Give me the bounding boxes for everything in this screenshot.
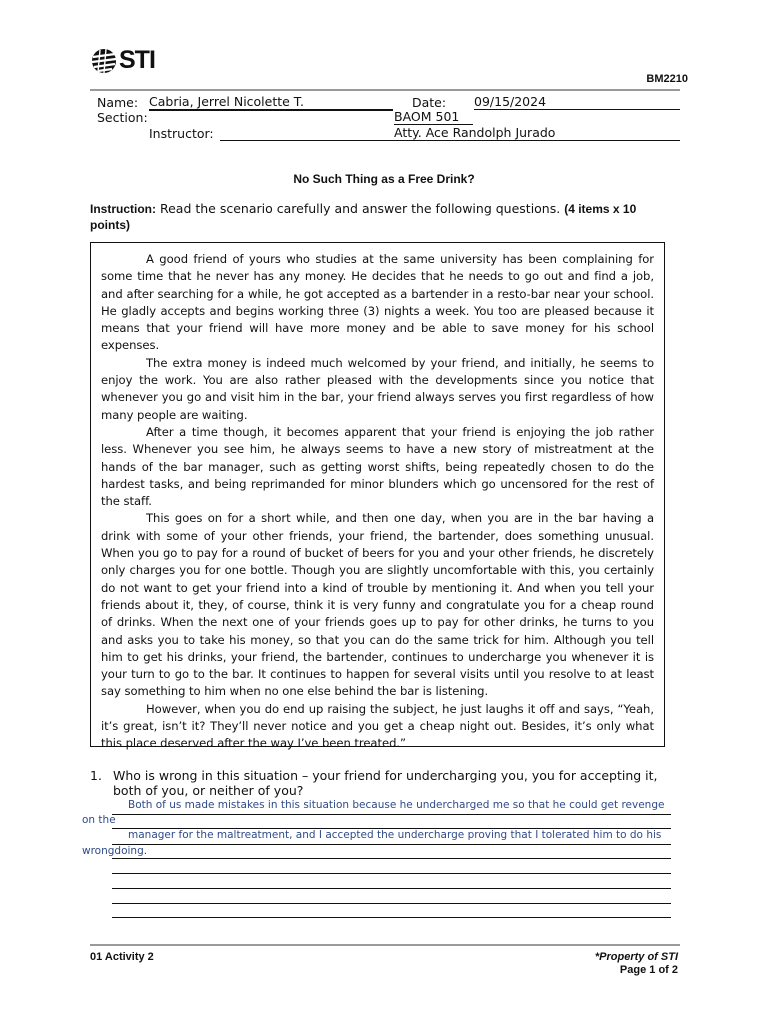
instruction-points: (4 items x 10 points) [90, 202, 637, 232]
answer-text-line[interactable]: Both of us made mistakes in this situation because he undercharged me so that he could get revenge [128, 799, 665, 811]
footer-activity: 01 Activity 2 [90, 951, 154, 963]
instruction-label: Instruction: [90, 202, 156, 216]
answer-line [112, 814, 671, 815]
footer-rule [90, 944, 680, 946]
scenario-paragraph: After a time though, it becomes apparent that your friend is enjoying the job rather less. Whenever you see him, he always seems to have a new story of mistreatment at the hands of the bar manager, such as getting worst shifts, being repeatedly chosen to do the hardest tasks, and being reprimanded for minor blunders which go uncensored for the rest of the staff. [101, 424, 654, 509]
instruction [90, 201, 670, 233]
instruction-text: Read the scenario carefully and answer the following questions. [156, 201, 565, 216]
answer-line [112, 844, 671, 845]
scenario-paragraph: This goes on for a short while, and then one day, when you are in the bar having a drink with some of your other friends, your friend, the bartender, does something unusual. When you go to pay for a round of bucket of beers for you and your other friends, he discretely only charges you for one bottle. Though you are slightly uncomfortable with this, you certainly do not want to get your friend into a kind of trouble by mentioning it. And when you tell your friends about it, they, of course, think it is very funny and congratulate you for a cheap round of drinks. When the next one of your friends goes up to pay for other drinks, he turns to you and asks you to take his money, so that you can do the same trick for him. Although you tell him to get his drinks, your friend, the bartender, continues to undercharge you whenever it is your turn to go to the bar. It continues to happen for several visits until you resolve to at least say something to him when no one else behind the bar is listening. [101, 511, 654, 699]
answer-text-line[interactable]: manager for the maltreatment, and I accepted the undercharge proving that I tolerated him to do his [128, 829, 662, 841]
section-blank [149, 110, 393, 111]
worksheet-title: No Such Thing as a Free Drink? [293, 172, 475, 186]
date-label: Date: [412, 95, 447, 110]
question-text: Who is wrong in this situation – your friend for undercharging you, you for accepting it, both of you, or neither of you? [113, 768, 658, 798]
instructor-label: Instructor: [149, 126, 214, 141]
section-value: BAOM 501 [394, 110, 473, 125]
answer-line [112, 903, 671, 904]
answer-text-line[interactable]: wrongdoing. [82, 845, 148, 857]
name-label: Name: [97, 95, 139, 110]
scenario-box [90, 242, 665, 751]
answer-line [112, 873, 671, 874]
date-value: 09/15/2024 [474, 95, 680, 110]
scenario-paragraph: The extra money is indeed much welcomed by your friend, and initially, he seems to enjoy the work. You are also rather pleased with the developments since you notice that whenever you go and visit him in the bar, your friend always serves you first regardless of how many people are waiting. [101, 355, 654, 422]
question-1 [90, 768, 680, 798]
scenario-paragraph: A good friend of yours who studies at the same university has been complaining for some time that he never has any money. He decides that he needs to go out and find a job, and after searching for a while, he got accepted as a bartender in a resto-bar near your school. He gladly accepts and begins working three (3) nights a week. You too are pleased because it means that your friend will have more money and be able to save money for his school expenses. [101, 252, 654, 353]
document-code: BM2210 [646, 73, 688, 85]
answer-text-line[interactable]: on the [82, 814, 116, 826]
answer-line [112, 917, 671, 918]
footer-page: Page 1 of 2 [619, 964, 678, 976]
sti-logo [90, 46, 155, 75]
name-value: Cabria, Jerrel Nicolette T. [149, 95, 393, 110]
logo-text: STI [119, 46, 155, 74]
header-rule-top [90, 89, 680, 91]
question-number: 1. [90, 768, 102, 783]
section-label: Section: [97, 110, 148, 125]
answer-line [112, 828, 671, 829]
globe-icon [90, 47, 118, 75]
answer-line [112, 888, 671, 889]
instructor-value: Atty. Ace Randolph Jurado [220, 126, 680, 141]
answer-line [112, 858, 671, 859]
footer-property: *Property of STI [594, 951, 678, 963]
scenario-paragraph: However, when you do end up raising the subject, he just laughs it off and says, “Yeah, it’s great, isn’t it? They’ll never notice and you get a cheap night out. Besides, it’s only what this place deserved after the way I’ve been treated.” [101, 701, 654, 751]
